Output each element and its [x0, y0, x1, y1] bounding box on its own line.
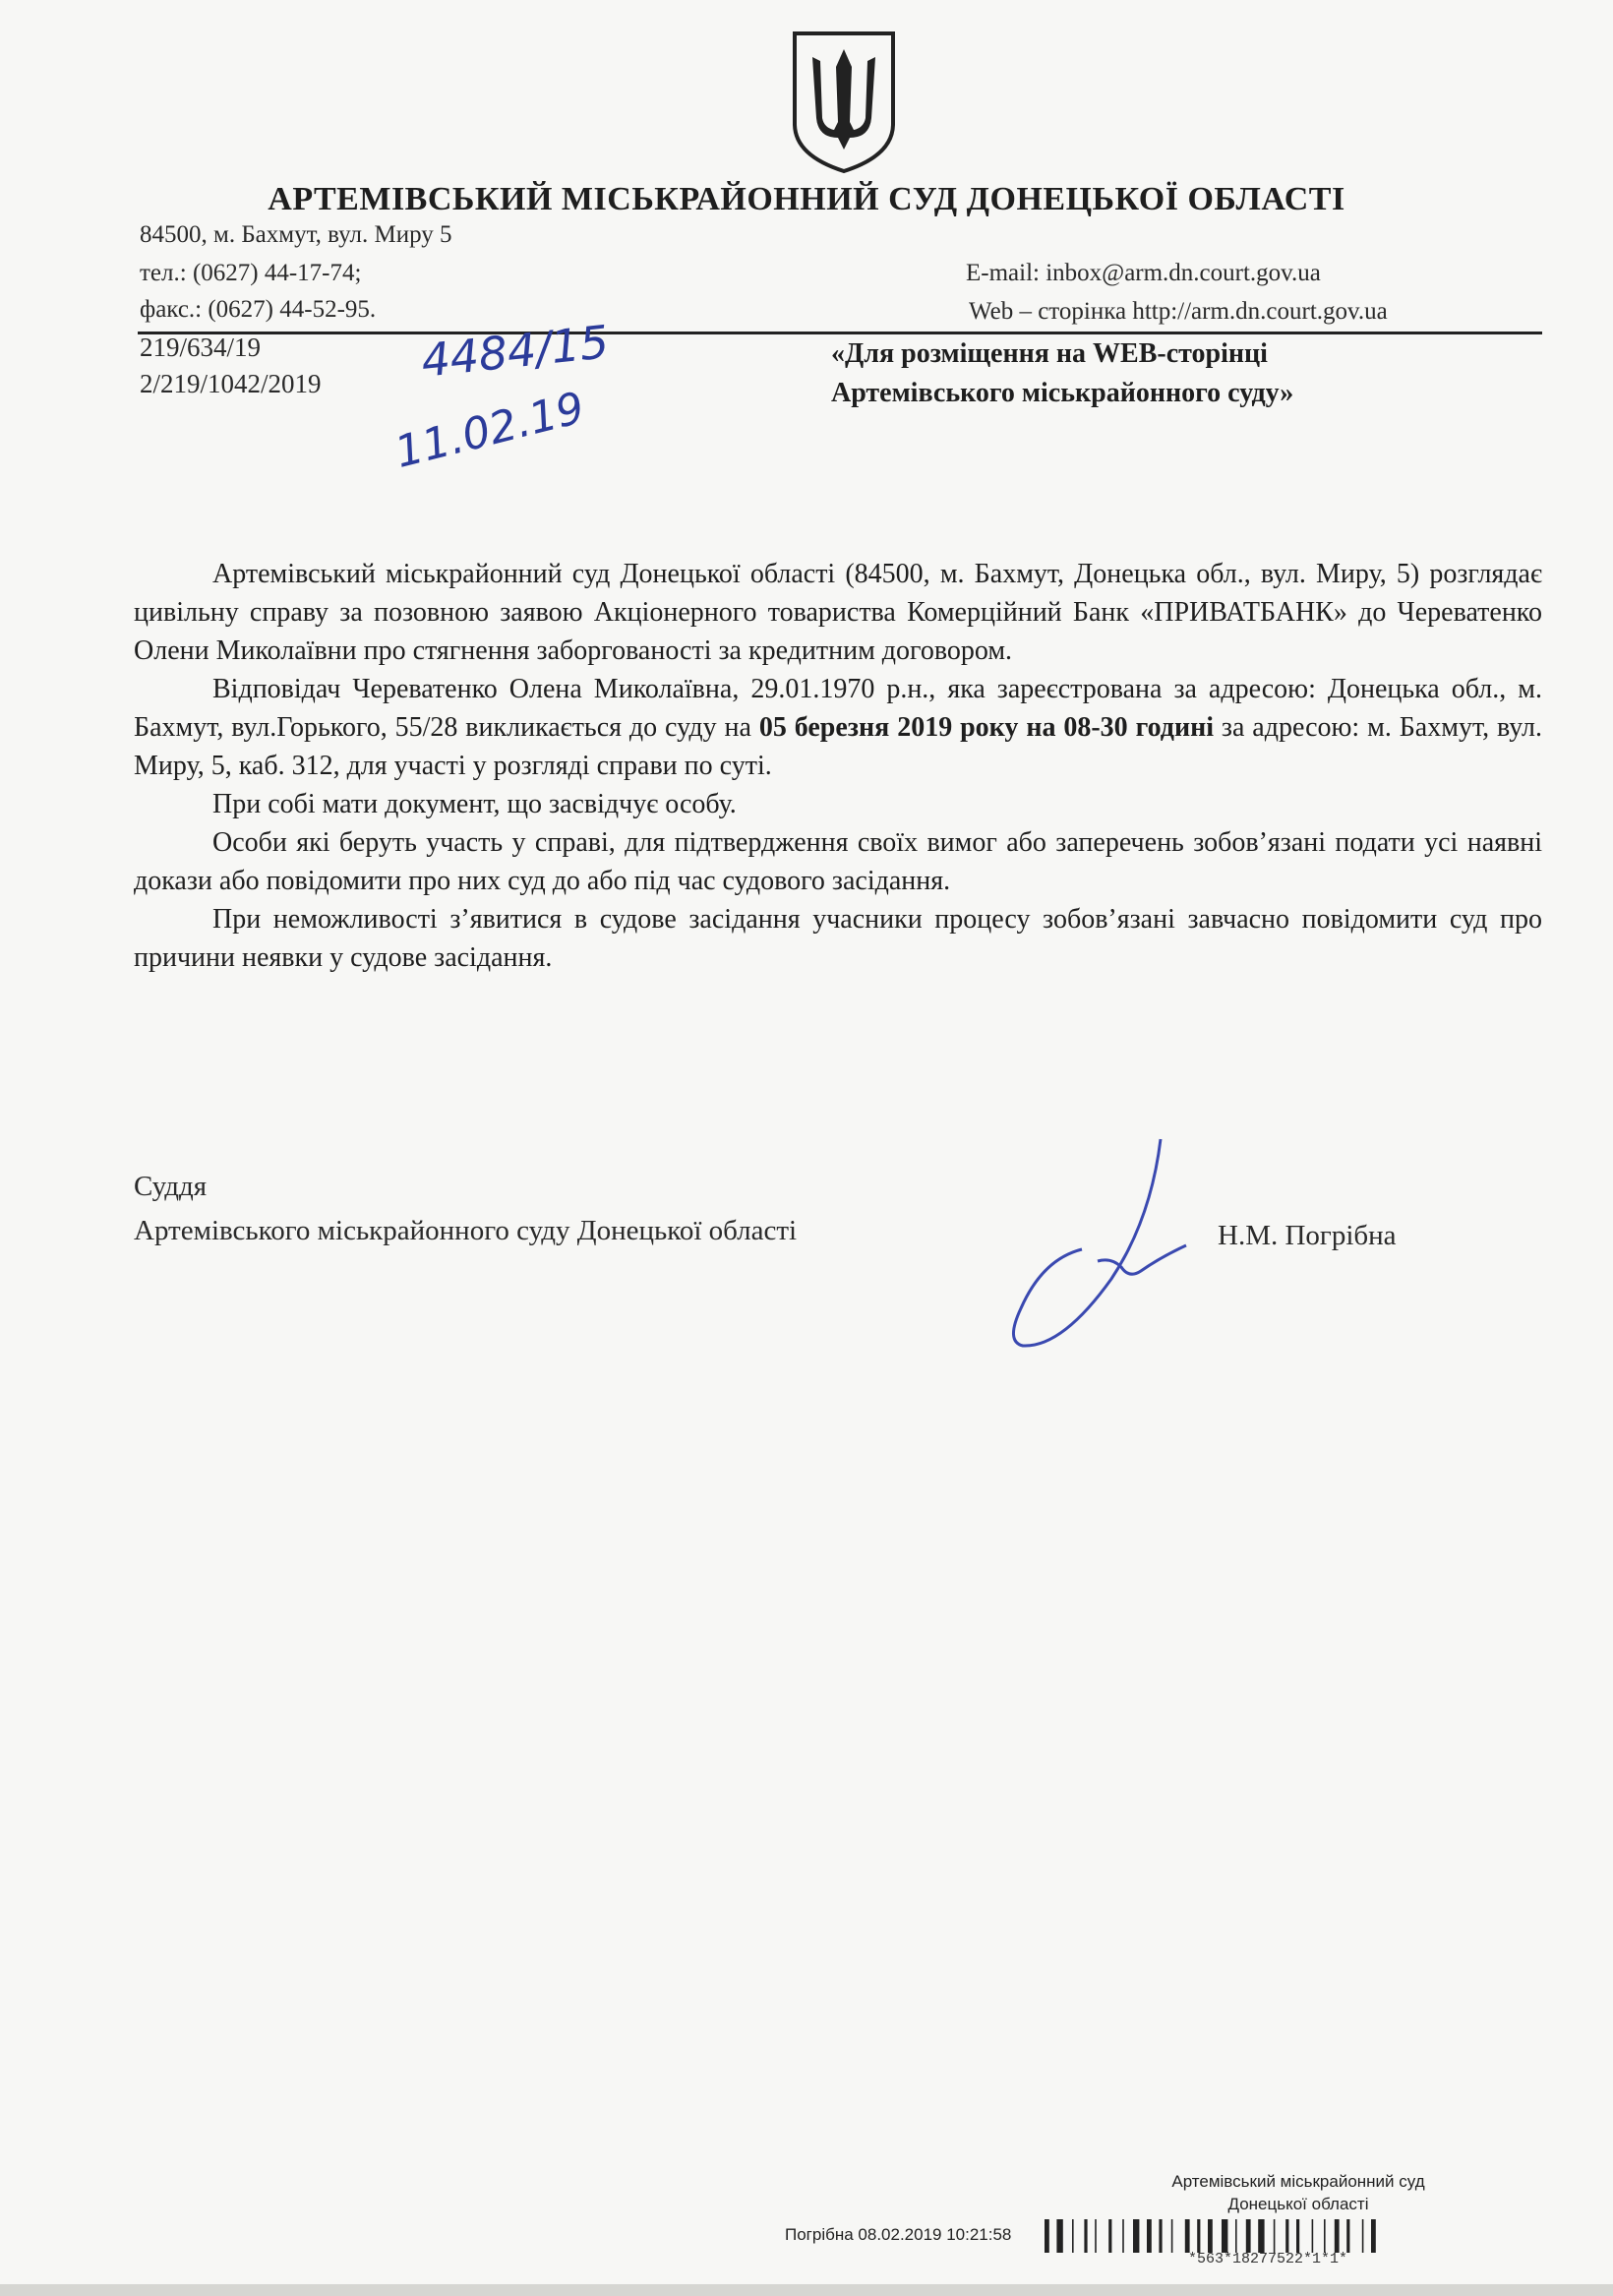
case-number-1: 219/634/19	[140, 332, 262, 362]
court-web: Web – сторінка http://arm.dn.court.gov.ua	[969, 298, 1388, 325]
barcode-icon	[1045, 2219, 1526, 2253]
web-note-line-2: Артемівського міськрайонного суду»	[831, 378, 1294, 408]
court-phone: тел.: (0627) 44-17-74;	[140, 260, 362, 286]
judge-court: Артемівського міськрайонного суду Донецької області	[134, 1215, 798, 1246]
letter-body	[134, 555, 1542, 977]
stamp-signed-by: Погрібна 08.02.2019 10:21:58	[785, 2225, 1012, 2244]
handwritten-date: 11.02.19	[389, 383, 590, 478]
stamp-court-line-2: Донецької області	[1227, 2195, 1369, 2213]
hearing-datetime: 05 березня 2019 року на 08-30 годині	[758, 712, 1214, 743]
paragraph-absence: При неможливості з’явитися в судове засідання учасники процесу зобов’язані завчасно повідомити суд про причини неявки у судове засідання.	[134, 904, 1542, 973]
judge-title: Суддя	[134, 1171, 208, 1202]
case-number-2: 2/219/1042/2019	[140, 369, 322, 398]
paragraph-evidence: Особи які беруть участь у справі, для підтвердження своїх вимог або заперечень зобов’язані подати усі наявні докази або повідомити про них суд до або під час судового засідання.	[134, 827, 1542, 896]
page-edge	[0, 2284, 1613, 2296]
paragraph-summons: Відповідач Череватенко Олена Миколаївна, 29.01.1970 р.н., яка зареєстрована за адресою: Донецька обл., м. Бахмут, вул.Горького, 55/28 викликається до суду на 05 березня 2019 року на 08-30 годині за адресою: м. Бахмут, вул. Миру, 5, каб. 312, для участі у розгляді справи по суті.	[134, 674, 1542, 781]
handwritten-number: 4484/15	[418, 315, 612, 388]
judge-name: Н.М. Погрібна	[1218, 1220, 1397, 1251]
paragraph-case: Артемівський міськрайонний суд Донецької області (84500, м. Бахмут, Донецька обл., вул. Миру, 5) розглядає цивільну справу за позовною заявою Акціонерного товариства Комерційний Банк «ПРИВАТБАНК» до Череватенко Олени Миколаївни про стягнення заборгованості за кредитним договором.	[134, 559, 1542, 666]
court-email: E-mail: inbox@arm.dn.court.gov.ua	[966, 260, 1321, 286]
web-note-line-1: «Для розміщення на WEB-сторінці	[831, 338, 1268, 369]
barcode-number: *563*18277522*1*1*	[1188, 2251, 1348, 2267]
court-fax: факс.: (0627) 44-52-95.	[140, 296, 377, 323]
handwritten-signature-icon	[1003, 1131, 1220, 1358]
stamp-court-line-1: Артемівський міськрайонний суд	[1171, 2172, 1425, 2191]
trident-coat-of-arms-icon	[787, 28, 901, 175]
web-placement-note	[831, 334, 1293, 413]
paragraph-id: При собі мати документ, що засвідчує особу.	[212, 789, 737, 819]
court-address: 84500, м. Бахмут, вул. Миру 5	[140, 221, 452, 248]
court-name: АРТЕМІВСЬКИЙ МІСЬКРАЙОННИЙ СУД ДОНЕЦЬКОЇ ОБЛАСТІ	[268, 181, 1345, 217]
